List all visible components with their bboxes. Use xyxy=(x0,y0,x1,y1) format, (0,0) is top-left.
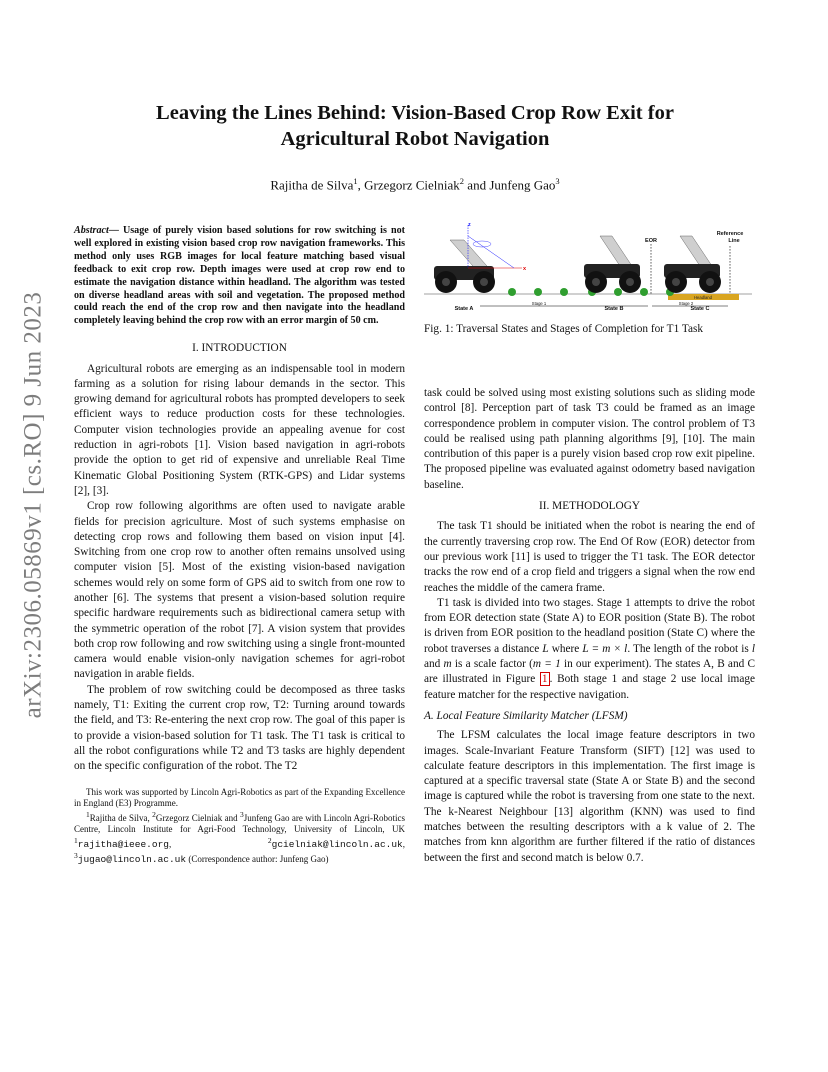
author-2-sup: 2 xyxy=(459,176,465,186)
reference-label-1: Reference xyxy=(716,231,744,237)
equation-m: m = 1 xyxy=(532,658,561,671)
var-L: L xyxy=(542,642,549,655)
stage-2-label: Stage 2 xyxy=(678,301,694,306)
method-p2-part-f: in our experiment). The states A, B and C are illustrated in Figure xyxy=(424,658,755,686)
equation-L: L = m × l xyxy=(582,642,628,655)
reference-label-2: Line xyxy=(728,238,740,244)
methodology-heading: II. METHODOLOGY xyxy=(538,500,641,513)
figure-1-diagram xyxy=(424,222,752,322)
var-m: m xyxy=(443,658,452,671)
right-paragraph-1: task could be solved using most existing solutions such as sliding mode control [8]. Perception part of task T3 could be framed as an image correspondence problem in computer vision. The control problem of T3 could be realised using path planning algorithms [9], [10]. The main contribution of this paper is a purely vision based crop row exit pipeline. The proposed pipeline was evaluated against odometry based navigation baseline. xyxy=(424,387,755,491)
affil-sup-1: 1 xyxy=(86,809,90,819)
author-list xyxy=(95,176,735,193)
method-p2-part-a: T1 task is divided into two stages. Stage 1 attempts to drive the robot from EOR detection state (State A) to EOR position (State B). The robot is driven from EOR position to the headland position (State C) where the robot traverses a distance xyxy=(424,596,755,655)
intro-paragraph-2: Crop row following algorithms are often used to navigate arable fields for precision agriculture. Most of such systems emphasise on detecting crop rows and following them based on vision input [4]. Switching from one crop row to another often remains unsolved using computer vision [5]. Most of the existing vision-based navigation schemes would rely on some form of GPS aid to switch from one row to another [6]. The systems that present a vision-based solution require specific hardware requirements such as bidirectional camera setup with the symmetric operation of the robot [7]. A vision system that provides both crop row following and row switching using a single front-mounted camera would enable vision-only navigation schemes for agri-robot navigation in arable fields. xyxy=(74,500,405,681)
affil-text-1: Rajitha de Silva, xyxy=(89,812,153,823)
var-l: l xyxy=(751,642,755,655)
affil-text-2: Grzegorz Cielniak and xyxy=(155,812,240,823)
headland-label: Headland xyxy=(694,295,712,300)
footnote-support: This work was supported by Lincoln Agri-Robotics as part of the Expanding Excellence in England (E3) Programme. xyxy=(74,786,405,808)
abstract xyxy=(74,225,405,328)
correspondence-note: (Correspondence author: Junfeng Gao) xyxy=(186,853,329,864)
lfsm-paragraph-1: The LFSM calculates the local image feature descriptors in two images. Scale-Invariant Feature Transform (SIFT) [12] was used to calculate feature descriptors in this implementation. The first image is captured at a specific traversal state (State A or State B) and the second image is captured while the robot is traversing from one state to the next. The k-Nearest Neighbour [13] algorithm (KNN) was used to find matches between the resulting descriptors with a k value of 2. The matches from knn algorithm are further filtered if the ratio of distances between the first and second match is below 0.7. xyxy=(424,729,755,864)
axis-z-label: z xyxy=(468,222,471,228)
axis-x-label: x xyxy=(523,266,527,272)
email-3[interactable]: jugao@lincoln.ac.uk xyxy=(77,853,187,865)
figure-1-caption: Fig. 1: Traversal States and Stages of Completion for T1 Task xyxy=(424,323,704,335)
affil-sup-3: 3 xyxy=(239,809,244,819)
robot-state-b xyxy=(584,236,641,293)
right-column xyxy=(424,386,755,866)
arxiv-stamp xyxy=(12,291,54,719)
state-c-label: State C xyxy=(690,306,710,312)
lfsm-heading: A. Local Feature Similarity Matcher (LFSM) xyxy=(424,709,628,722)
abstract-label: Abstract xyxy=(74,225,109,236)
title-line-2: Agricultural Robot Navigation xyxy=(280,128,550,150)
paper-title xyxy=(95,100,735,152)
author-2: , Grzegorz Cielniak xyxy=(357,177,460,193)
robot-state-a xyxy=(434,225,522,293)
email-sup-3: 3 xyxy=(74,850,78,860)
method-p2-part-c: . The length of the robot is xyxy=(627,642,752,655)
email-sup-2: 2 xyxy=(267,835,272,845)
eor-label: EOR xyxy=(645,238,657,244)
figure-ref-link[interactable]: 1 xyxy=(541,673,548,686)
left-column xyxy=(74,225,405,865)
intro-paragraph-1: Agricultural robots are emerging as an indispensable tool in modern farming as a solution for rising labour demands in the sector. This growing demand for agricultural robots has prompted developers to seek efficient ways to reduce production costs for these technologies. Computer vision technologies provide an appealing avenue for cost reduction in agri-robots [1]. Vision based navigation in agri-robots provide the option to get rid of expensive and unreliable Real Time Kinematic Global Positioning System (RTK-GPS) and Lidar systems [2], [3]. xyxy=(74,362,405,497)
email-1[interactable]: rajitha@ieee.org xyxy=(77,838,169,850)
state-b-label: State B xyxy=(604,306,624,312)
method-p2-part-e: is a scale factor ( xyxy=(451,658,533,671)
stage-1-label: Stage 1 xyxy=(531,301,547,306)
method-p2-part-b: where xyxy=(548,642,583,655)
method-paragraph-2 xyxy=(424,596,755,703)
author-1: Rajitha de Silva xyxy=(270,177,354,193)
method-paragraph-1: The task T1 should be initiated when the robot is nearing the end of the currently traversing crop row. The End Of Row (EOR) detector from our previous work [11] is used to trigger the T1 task. The EOR detector tracks the row end of a crop field and triggers a signal when the row end reaches the middle of the camera frame. xyxy=(424,520,755,594)
intro-heading: I. INTRODUCTION xyxy=(192,342,287,355)
affil-sup-2: 2 xyxy=(152,809,156,819)
affil-text-3: Junfeng Gao are with Lincoln Agri-Robotics Centre, Lincoln Institute for Agri-Food Technology, University of Lincoln, UK xyxy=(74,812,406,834)
intro-paragraph-3: The problem of row switching could be decomposed as three tasks namely, T1: Exiting the current crop row, T2: Turning around towards the field, and T3: Re-entering the next crop row. The goal of this paper is to provide a vision-based solution for T1 task. The T1 task is critical to all the robot configurations while T2 and T3 tasks are highly dependent on the specific configuration of the robot. The T2 xyxy=(74,683,405,773)
state-a-label: State A xyxy=(454,306,474,312)
arxiv-stamp-text: arXiv:2306.05869v1 [cs.RO] 9 Jun 2023 xyxy=(19,291,46,719)
method-p2-part-d: and xyxy=(424,658,444,671)
footnote-affiliation: $^1$Rajitha de Silva, $^2$Grzegorz Cielniak and $^3$Junfeng Gao are with Lincoln Agri-Robotics Centre, Lincoln Institute for Agri-Food Technology, University of Lincoln, UK $^1$rajitha@ieee.org, $^2$gcielniak@lincoln.ac.uk, $^3$jugao@lincoln.ac.uk (Correspondence author: Junfeng Gao) xyxy=(74,809,406,865)
method-p2-part-g: . Both stage 1 and stage 2 use local image feature matcher for the respective navigation. xyxy=(424,673,756,701)
author-3: and Junfeng Gao xyxy=(464,177,556,193)
email-2[interactable]: gcielniak@lincoln.ac.uk xyxy=(271,838,403,850)
footnote xyxy=(74,787,405,865)
robot-state-c xyxy=(664,236,721,293)
title-line-1: Leaving the Lines Behind: Vision-Based Crop Row Exit for xyxy=(156,102,674,124)
author-3-sup: 3 xyxy=(555,176,560,186)
abstract-text: — Usage of purely vision based solutions for row switching is not well explored in existing vision based crop row navigation frameworks. This method only uses RGB images for local feature matching based visual feedback to exit crop row. Depth images were used at crop row end to estimate the navigation distance within headland. The algorithm was tested on diverse headland areas with soil and vegetation. The proposed method could reach the end of the crop row and then navigate into the headland completely leaving behind the crop row with an error margin of 50 cm. xyxy=(74,225,405,327)
author-1-sup: 1 xyxy=(353,176,358,186)
email-sup-1: 1 xyxy=(74,835,78,845)
